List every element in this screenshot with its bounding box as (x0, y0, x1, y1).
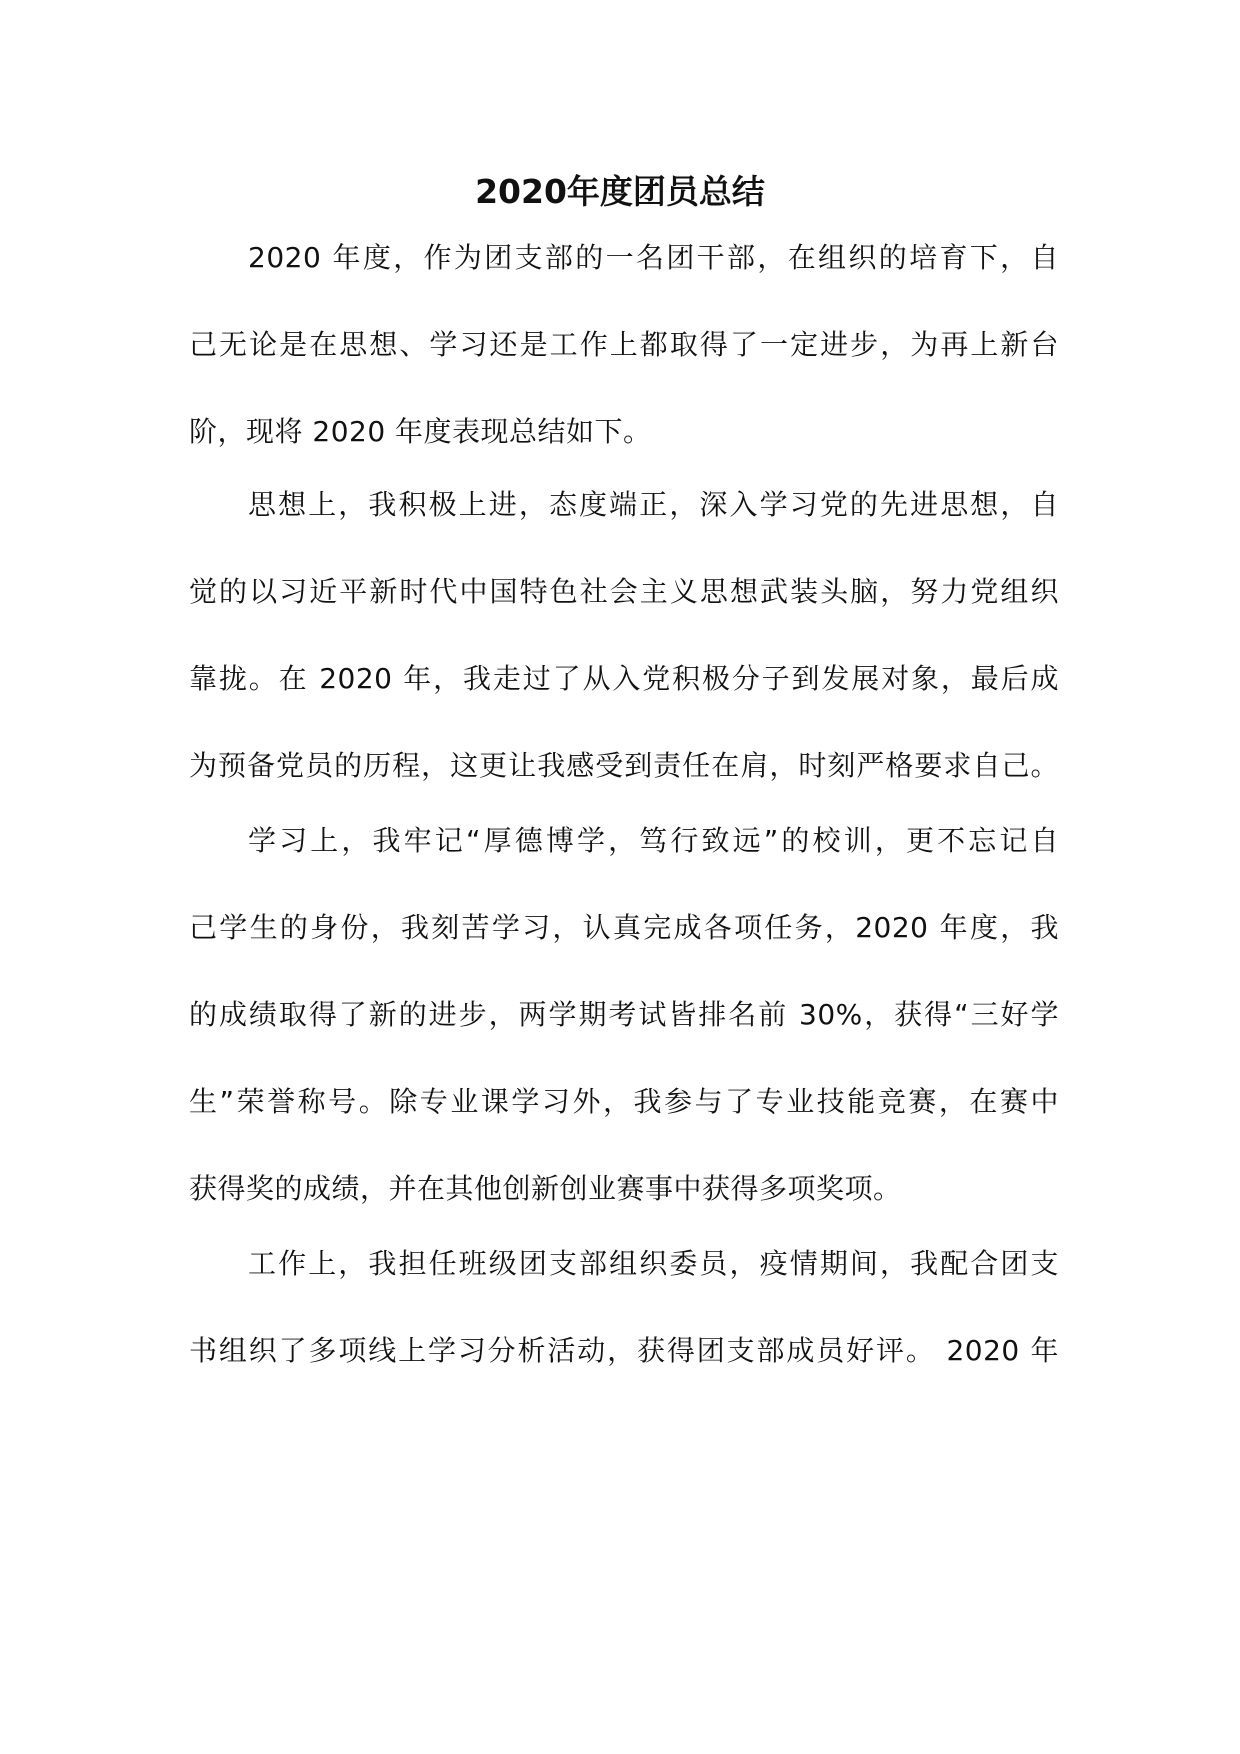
paragraph-line: 己学生的身份，我刻苦学习，认真完成各项任务，2020 年度，我 (189, 911, 1059, 944)
paragraph-line: 觉的以习近平新时代中国特色社会主义思想武装头脑，努力党组织 (189, 575, 1059, 608)
paragraph-line: 获得奖的成绩，并在其他创新创业赛事中获得多项奖项。 (189, 1172, 902, 1205)
paragraph-line: 己无论是在思想、学习还是工作上都取得了一定进步，为再上新台 (189, 328, 1059, 361)
document-title: 2020年度团员总结 (475, 172, 765, 211)
paragraph-line: 工作上，我担任班级团支部组织委员，疫情期间，我配合团支 (248, 1247, 1059, 1280)
paragraph-line: 2020 年度，作为团支部的一名团干部，在组织的培育下，自 (248, 241, 1059, 274)
paragraph-line: 的成绩取得了新的进步，两学期考试皆排名前 30%，获得“三好学 (189, 998, 1059, 1031)
paragraph-line: 阶，现将 2020 年度表现总结如下。 (189, 415, 652, 448)
paragraph-line: 生”荣誉称号。除专业课学习外，我参与了专业技能竞赛，在赛中 (189, 1085, 1059, 1118)
paragraph-line: 靠拢。在 2020 年，我走过了从入党积极分子到发展对象，最后成 (189, 662, 1059, 695)
paragraph-line: 为预备党员的历程，这更让我感受到责任在肩，时刻严格要求自己。 (189, 749, 1059, 782)
paragraph-line: 思想上，我积极上进，态度端正，深入学习党的先进思想，自 (248, 488, 1059, 521)
paragraph-line: 学习上，我牢记“厚德博学，笃行致远”的校训，更不忘记自 (248, 824, 1059, 857)
paragraph-line: 书组织了多项线上学习分析活动，获得团支部成员好评。 2020 年 (189, 1334, 1059, 1367)
